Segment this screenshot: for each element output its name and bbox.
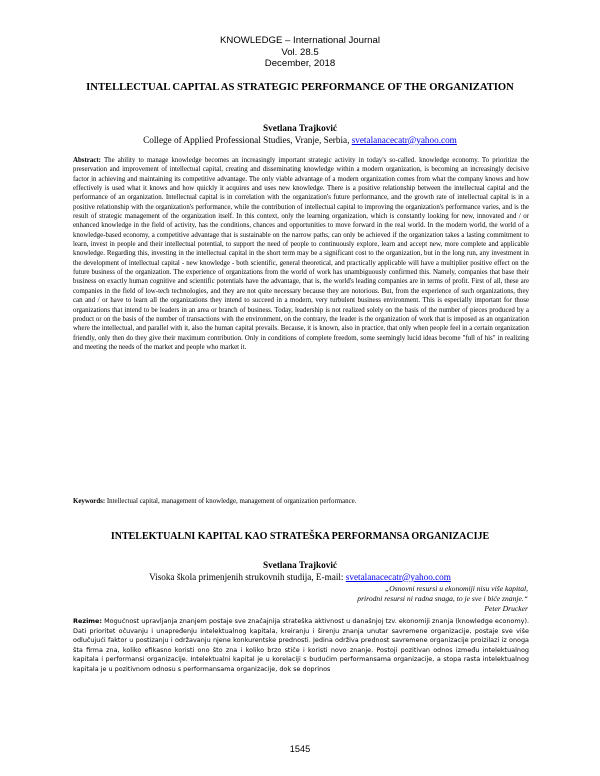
keywords-label: Keywords: [73, 498, 106, 505]
author-email-link[interactable]: svetalanacecatr@yahoo.com [351, 134, 457, 145]
keywords [73, 497, 529, 506]
paper-title: INTELLECTUAL CAPITAL AS STRATEGIC PERFORMANCE OF THE ORGANIZATION [86, 82, 514, 93]
serbian-email-link[interactable]: svetalanacecatr@yahoo.com [345, 571, 451, 582]
author-block [0, 123, 600, 146]
epigraph-author: Peter Drucker [484, 603, 528, 613]
serbian-author-block [0, 560, 600, 583]
journal-header [0, 35, 600, 70]
journal-date: December, 2018 [264, 58, 336, 69]
rezime-text: Mogućnost upravljanja znanjem postaje sve značajnija strateška aktivnost u današnjoj tzv. ekonomiji znanja (knowledge economy). Dati prioritet očuvanju i unapređenju intelektualnog kapitala, kreiranju i širenju znanja unutar savremene organizacije, postaje sve više odlučujući faktor u postizanju i održavanju njene konkurentske prednosti. Jedina održiva prednost savremene organizacije proizilazi iz onoga šta firma zna, koliko efikasno koristi ono što zna i koliko brzo stiče i koristi novo znanje. Postoji pozitivan odnos između intelektualnog kapitala i performansi organizacije. Intelektualni kapital je u korelaciji s budućim performansama organizacije, a stopa rasta intelektualnog kapitala je u pozitivnom odnosu s performansama organizacije, dok se doprinos [73, 617, 530, 673]
epigraph [300, 584, 528, 613]
epigraph-line-1: „Osnovni resursi u ekonomiji nisu više kapital, [385, 584, 528, 593]
serbian-affiliation: Visoka škola primenjenih strukovnih studija, E-mail: [149, 571, 344, 582]
abstract [73, 156, 529, 352]
abstract-label: Abstract: [73, 157, 101, 164]
serbian-affiliation-line [0, 572, 600, 584]
rezime [73, 617, 529, 674]
abstract-text: The ability to manage knowledge becomes an increasingly important strategic activity in today's so-called. knowledge economy. To prioritize the preservation and improvement of intellectual capital, creating and disseminating knowledge within a modern organization, is becoming an increasingly decisive factor in achieving and maintaining its competitive advantage. The only viable advantage of a modern organization comes from what the company knows and how effectively is used what it knows and how quickly it acquires and uses new knowledge. There is a positive relationship between the intellectual capital and the performance of an organization. Intellectual capital is in correlation with the organization's future performance, and the growth rate of intellectual capital is in a positive relationship with the organization's performance, while the contribution of intellectual capital to improving the organization's performance varies, and is the result of strategic management of the organization itself. In this context, only the learning organization, which is constantly looking for new, innovated and / or enhanced knowledge in the field of activity, has the conditions, chances and opportunities to move forward in the real world. In the modern world, the world of a knowledge-based economy, a competitive advantage that is sustainable on the narrow paths, can only be achieved if the organization takes a lasting commitment to learn, invest in people and their intellectual potential, to support the need of people to continuously explore, learn and accept new, more complete and applicable knowledge. Regarding this, investing in the intellectual capital in the short term may be a significant cost to the organization, but in the long run, any investment in the development of intellectual capital - new knowledge - both scientific, general theoretical, and practically applicable will have a multiplier positive effect on the future business of the organization. The experience of organizations from the world of work has unambiguously confirmed this. Namely, companies that base their business on exactly human cognitive and scientific potentials have the advantage, that is, the world's leading companies are in terms of profit. First of all, these are companies in the field of low-tech technologies, and they are not quite necessary because they are notorious. But, from the experience of such organizations, they can and / or have to learn all the organizations they intend to succeed in a modern, very turbulent business environment. This is especially important for those organizations that intend to be leaders in an area or branch of business. Today, leadership is not realized solely on the basis of the number of pieces produced by a product or on the basis of the number of transactions with the environment, on the contrary, the leader is the organization of work that is imposed as an organization where the intellectual, and parallel with it, also the human capital prevails. Because, it is known, also in practice, that only when people feel in a certain organization friendly, only then do they give their maximum contribution. Only in conditions of complete freedom, some seemingly lucid ideas become "full of his" in realizing and meeting the needs of the market and people who market it. [73, 157, 529, 351]
page-number: 1545 [289, 744, 311, 754]
serbian-title: INTELEKTUALNI KAPITAL KAO STRATEŠKA PERFORMANSA ORGANIZACIJE [110, 531, 490, 542]
author-affiliation: College of Applied Professional Studies, Vranje, Serbia, [143, 134, 350, 145]
journal-name: KNOWLEDGE – International Journal [220, 35, 380, 46]
keywords-text: Intellectual capital, management of knowledge, management of organization performance. [106, 498, 357, 505]
epigraph-line-2: prirodni resursi ni radna snaga, to je sve i biće znanje.“ [357, 593, 528, 603]
author-name: Svetlana Trajković [263, 123, 337, 133]
serbian-author-name: Svetlana Trajković [263, 560, 337, 570]
journal-volume: Vol. 28.5 [281, 46, 319, 58]
rezime-label: Rezime: [73, 617, 102, 625]
author-affiliation-line [0, 135, 600, 147]
